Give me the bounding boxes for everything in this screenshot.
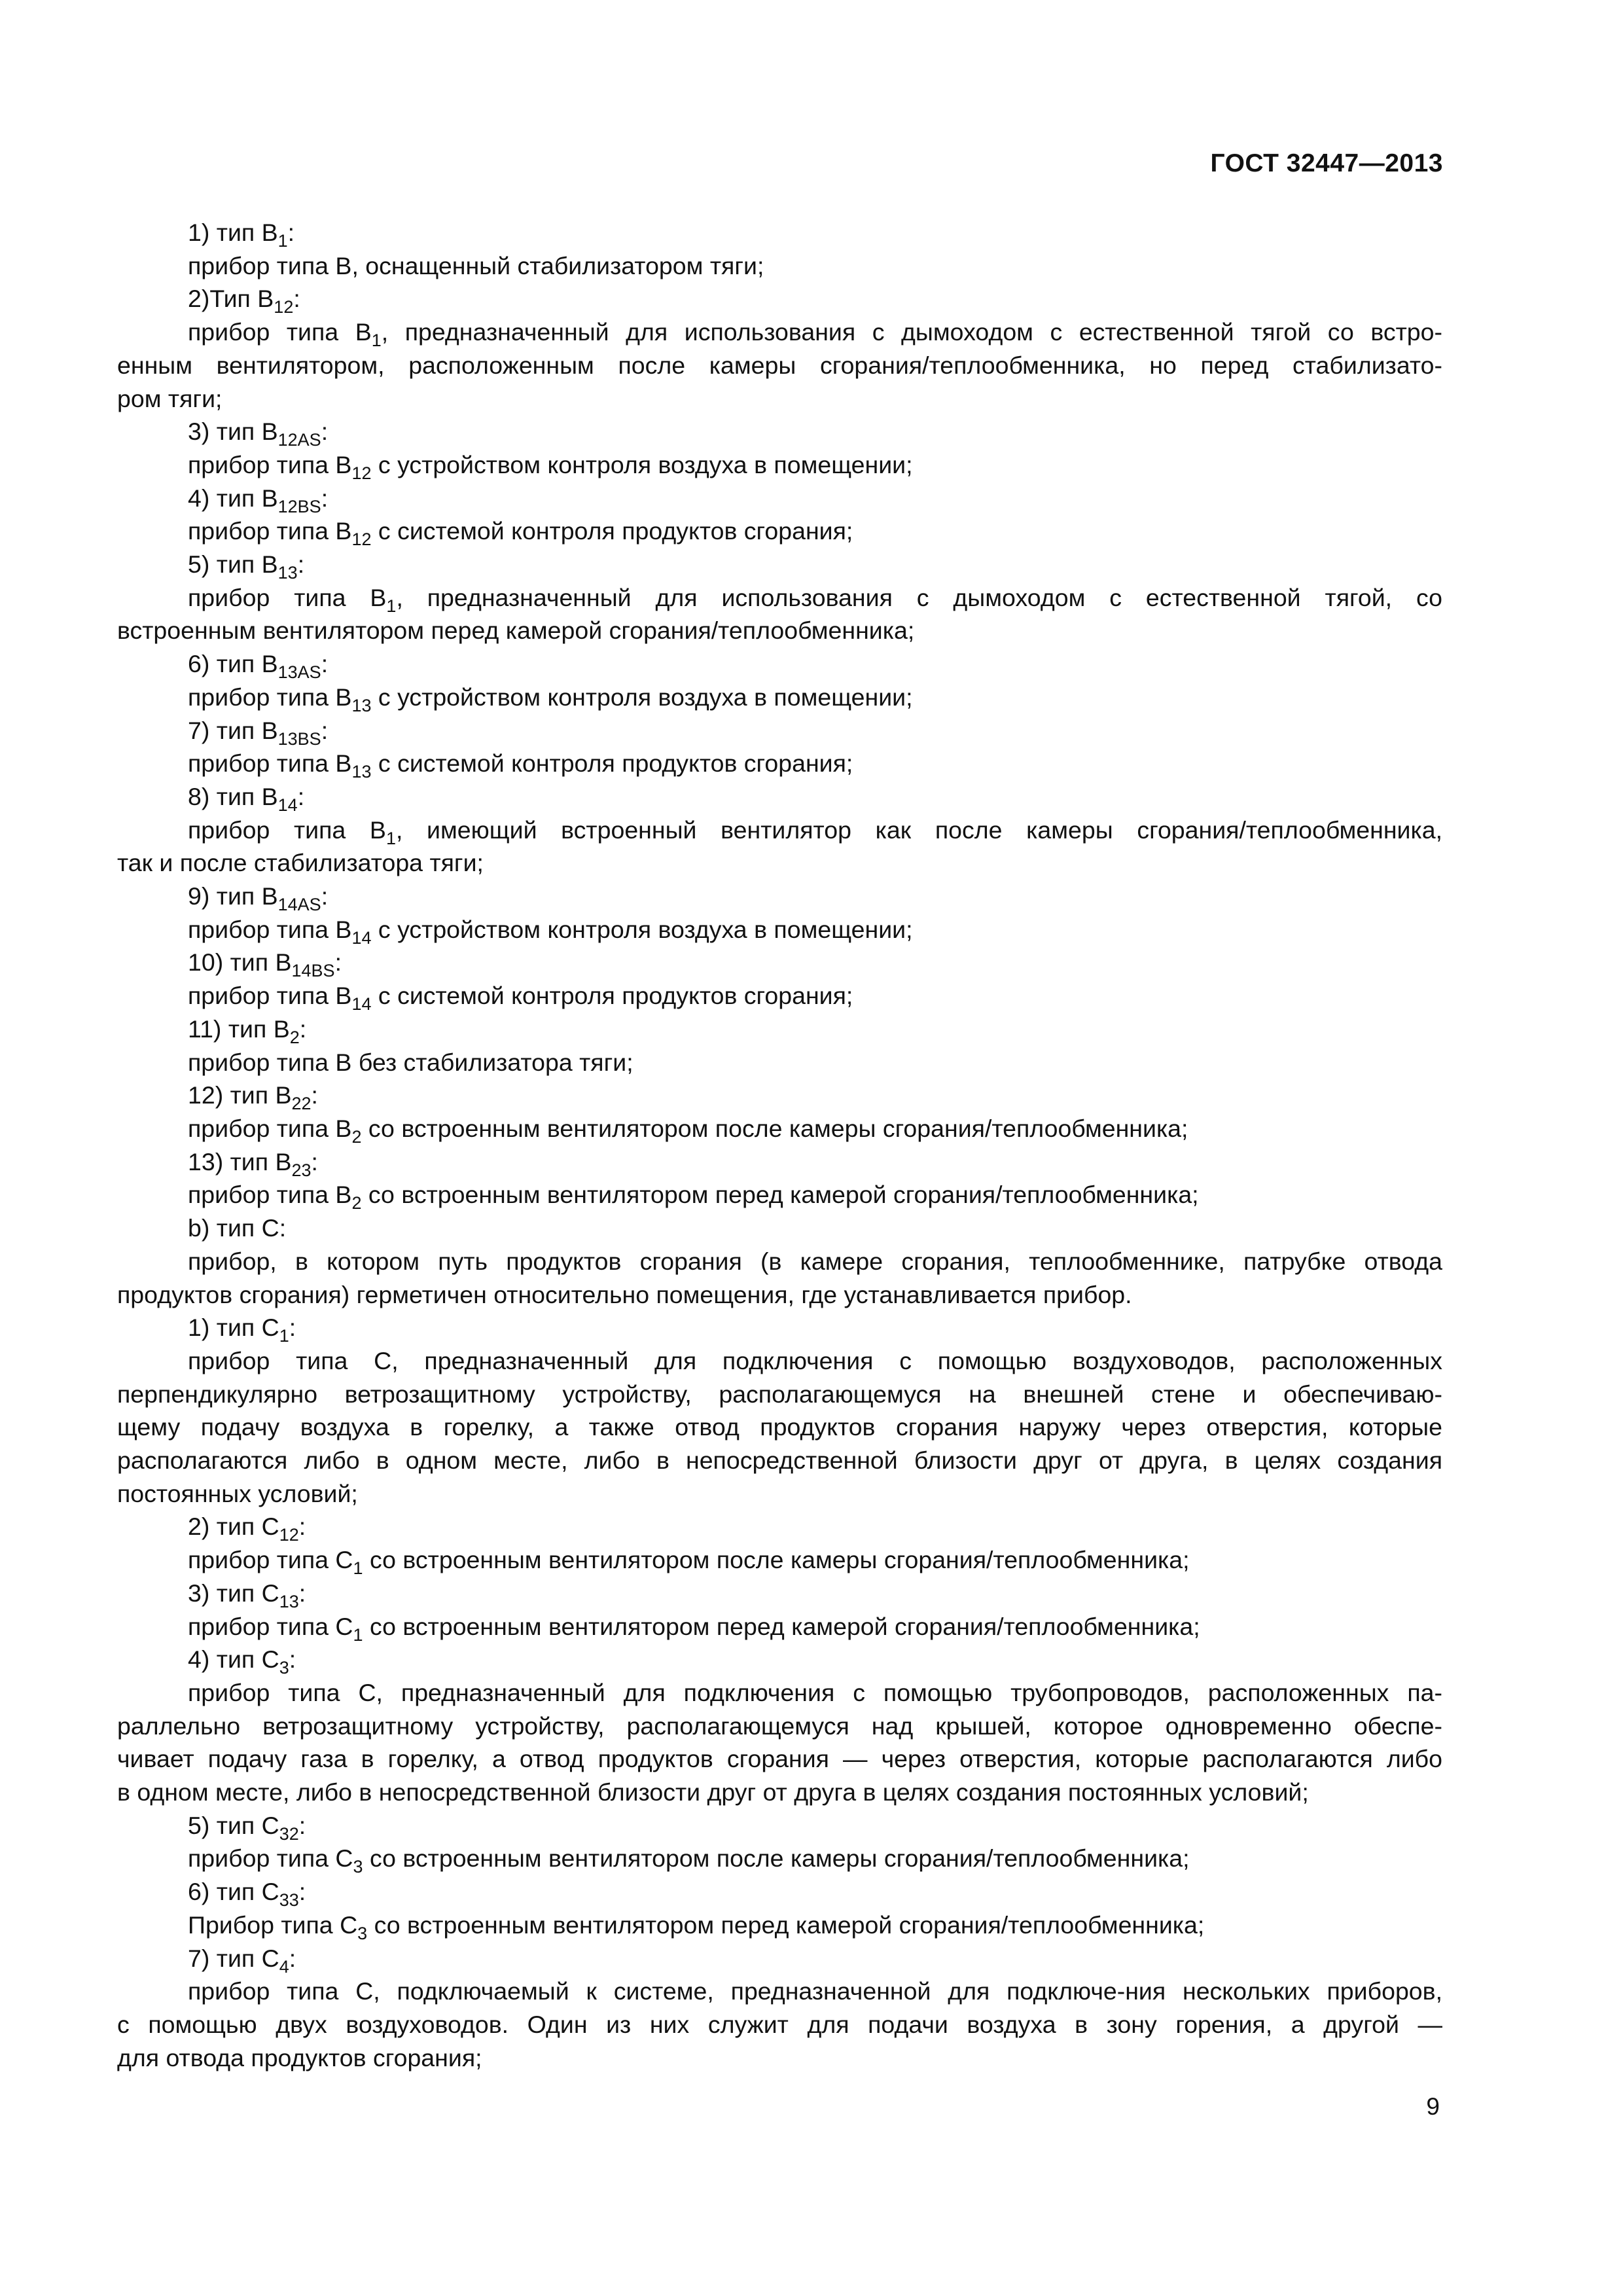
paragraph-line: прибор типа $B_1$, предназначенный для использования с дымоходом с естественной тягой, со: [188, 583, 1442, 616]
list-item-label: 6) тип $C_{33}$:: [188, 1878, 306, 1910]
list-item-label: 5) тип $B_{13}$:: [188, 550, 305, 583]
list-item-label: 7) тип $C_4$:: [188, 1944, 296, 1977]
paragraph-line: прибор типа $B_{12}$ с устройством контроля воздуха в помещении;: [188, 450, 913, 483]
list-item-label: 9) тип $B_{14AS}$:: [188, 882, 329, 915]
page-number: 9: [1426, 2093, 1440, 2120]
paragraph-line: ром тяги;: [117, 384, 223, 412]
list-item-label: 4) тип $B_{12BS}$:: [188, 484, 329, 516]
list-item-label: 1) тип $B_1$:: [188, 219, 295, 251]
paragraph-line: прибор типа $C_3$ со встроенным вентилятором после камеры сгорания/теплообменника;: [188, 1844, 1190, 1877]
paragraph-line: для отвода продуктов сгорания;: [117, 2043, 482, 2072]
paragraph-line: с помощью двух воздуховодов. Один из них служит для подачи воздуха в зону горения, а другой —: [117, 2010, 1442, 2038]
list-item-label: 2) тип $C_{12}$:: [188, 1513, 306, 1545]
list-item-label: 13) тип $B_{23}$:: [188, 1147, 318, 1180]
paragraph-line: прибор типа $B_2$ со встроенным вентилятором после камеры сгорания/теплообменника;: [188, 1114, 1188, 1147]
list-item-label: 1) тип $C_1$:: [188, 1314, 296, 1346]
paragraph-line: прибор типа $C_1$ со встроенным вентилятором после камеры сгорания/теплообменника;: [188, 1546, 1190, 1579]
paragraph-line: так и после стабилизатора тяги;: [117, 849, 484, 877]
paragraph-line: продуктов сгорания) герметичен относительно помещения, где устанавливается прибор.: [117, 1280, 1132, 1308]
paragraph-line: прибор типа B без стабилизатора тяги;: [188, 1048, 633, 1076]
paragraph-line: перпендикулярно ветрозащитному устройству, располагающемуся на внешней стене и обеспечиваю-: [117, 1380, 1442, 1408]
paragraph-line: щему подачу воздуха в горелку, а также отвод продуктов сгорания наружу через отверстия, которые: [117, 1413, 1442, 1441]
paragraph-line: чивает подачу газа в горелку, а отвод продуктов сгорания — через отверстия, которые располагаются либо: [117, 1745, 1442, 1773]
paragraph-line: располагаются либо в одном месте, либо в непосредственной близости друг от друга, в целях создания: [117, 1446, 1442, 1475]
list-item-label: 4) тип $C_3$:: [188, 1645, 296, 1678]
list-item-label: 3) тип $C_{13}$:: [188, 1579, 306, 1611]
paragraph-line: прибор типа C, подключаемый к системе, предназначенной для подключе-ния нескольких приборов,: [188, 1977, 1442, 2005]
paragraph-line: в одном месте, либо в непосредственной близости друг от друга в целях создания постоянных условий;: [117, 1778, 1309, 1806]
document-body: [117, 216, 1442, 2074]
list-item-label: b) тип C:: [188, 1214, 287, 1242]
paragraph-line: прибор типа $B_2$ со встроенным вентилятором перед камерой сгорания/теплообменника;: [188, 1181, 1199, 1213]
list-item-label: 2)Тип $B_{12}$:: [188, 285, 300, 317]
list-item-label: 5) тип $C_{32}$:: [188, 1811, 306, 1844]
paragraph-line: прибор типа $B_{14}$ с устройством контроля воздуха в помещении;: [188, 915, 913, 948]
list-item-label: 10) тип $B_{14BS}$:: [188, 948, 342, 981]
paragraph-line: енным вентилятором, расположенным после камеры сгорания/теплообменника, но перед стабилизато-: [117, 351, 1442, 379]
list-item-label: 3) тип $B_{12AS}$:: [188, 418, 329, 450]
paragraph-line: прибор типа $B_{14}$ с системой контроля продуктов сгорания;: [188, 982, 853, 1014]
list-item-label: 6) тип $B_{13AS}$:: [188, 650, 329, 683]
paragraph-line: прибор типа $C_1$ со встроенным вентилятором перед камерой сгорания/теплообменника;: [188, 1612, 1200, 1645]
paragraph-line: прибор типа $B_{13}$ с системой контроля продуктов сгорания;: [188, 749, 853, 782]
paragraph-line: прибор типа B, оснащенный стабилизатором тяги;: [188, 251, 764, 279]
paragraph-line: прибор типа $B_{13}$ с устройством контроля воздуха в помещении;: [188, 683, 913, 715]
paragraph-line: прибор типа C, предназначенный для подключения с помощью воздуховодов, расположенных: [188, 1346, 1442, 1374]
standard-code-header: ГОСТ 32447—2013: [1210, 149, 1443, 177]
list-item-label: 11) тип $B_2$:: [188, 1014, 307, 1047]
list-item-label: 7) тип $B_{13BS}$:: [188, 716, 329, 749]
list-item-label: 8) тип $B_{14}$:: [188, 782, 305, 815]
paragraph-line: прибор типа $B_{12}$ с системой контроля продуктов сгорания;: [188, 517, 853, 550]
paragraph-line: прибор типа $B_1$, предназначенный для использования с дымоходом с естественной тягой со встро-: [188, 318, 1442, 351]
paragraph-line: прибор типа $B_1$, имеющий встроенный вентилятор как после камеры сгорания/теплообменника,: [188, 816, 1442, 848]
paragraph-line: постоянных условий;: [117, 1479, 358, 1507]
paragraph-line: раллельно ветрозащитному устройству, располагающемуся над крышей, которое одновременно обеспе-: [117, 1712, 1442, 1740]
list-item-label: 12) тип $B_{22}$:: [188, 1081, 318, 1114]
paragraph-line: прибор типа C, предназначенный для подключения с помощью трубопроводов, расположенных па-: [188, 1678, 1442, 1706]
paragraph-line: Прибор типа $C_3$ со встроенным вентилятором перед камерой сгорания/теплообменника;: [188, 1910, 1205, 1943]
paragraph-line: встроенным вентилятором перед камерой сгорания/теплообменника;: [117, 617, 915, 645]
paragraph-line: прибор, в котором путь продуктов сгорания (в камере сгорания, теплообменнике, патрубке отвода: [188, 1247, 1442, 1275]
